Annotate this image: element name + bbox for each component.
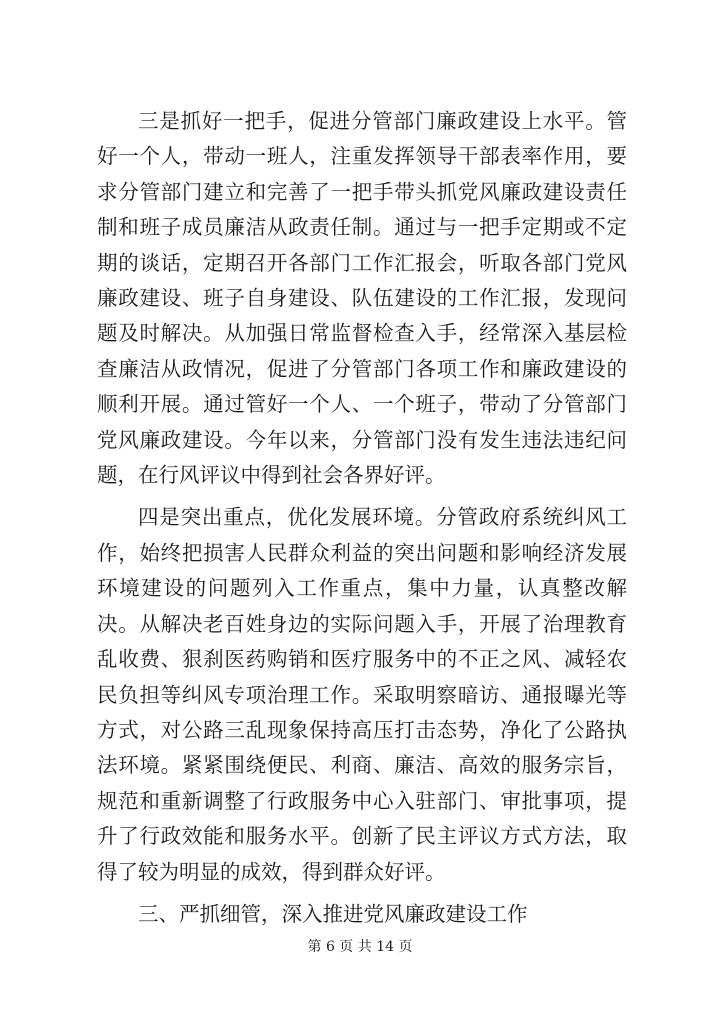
paragraph-leadership: 三是抓好一把手，促进分管部门廉政建设上水平。管好一个人，带动一班人，注重发挥领导干部表率作用，要求分管部门建立和完善了一把手带头抓党风廉政建设责任制和班子成员廉洁从政责任制。通过与一把手定期或不定期的谈话，定期召开各部门工作汇报会，听取各部门党风廉政建设、班子自身建设、队伍建设的工作汇报，发现问题及时解决。从加强日常监督检查入手，经常深入基层检查廉洁从政情况，促进了分管部门各项工作和廉政建设的顺利开展。通过管好一个人、一个班子，带动了分管部门党风廉政建设。今年以来，分管部门没有发生违法违纪问题，在行风评议中得到社会各界好评。 xyxy=(97,109,627,488)
paragraph-environment: 四是突出重点，优化发展环境。分管政府系统纠风工作，始终把损害人民群众利益的突出问题和影响经济发展环境建设的问题列入工作重点，集中力量，认真整改解决。从解决老百姓身边的实际问题入手，开展了治理教育乱收费、狠刹医药购销和医疗服务中的不正之风、减轻农民负担等纠风专项治理工作。采取明察暗访、通报曝光等方式，对公路三乱现象保持高压打击态势，净化了公路执法环境。紧紧围绕便民、利商、廉洁、高效的服务宗旨，规范和重新调整了行政服务中心入驻部门、审批事项，提升了行政效能和服务水平。创新了民主评议方式方法，取得了较为明显的成效，得到群众好评。 xyxy=(97,505,627,884)
section-heading: 三、严抓细管，深入推进党风廉政建设工作 xyxy=(138,901,528,926)
document-body xyxy=(97,104,627,932)
page-number-footer: 第 6 页 共 14 页 xyxy=(307,939,413,955)
